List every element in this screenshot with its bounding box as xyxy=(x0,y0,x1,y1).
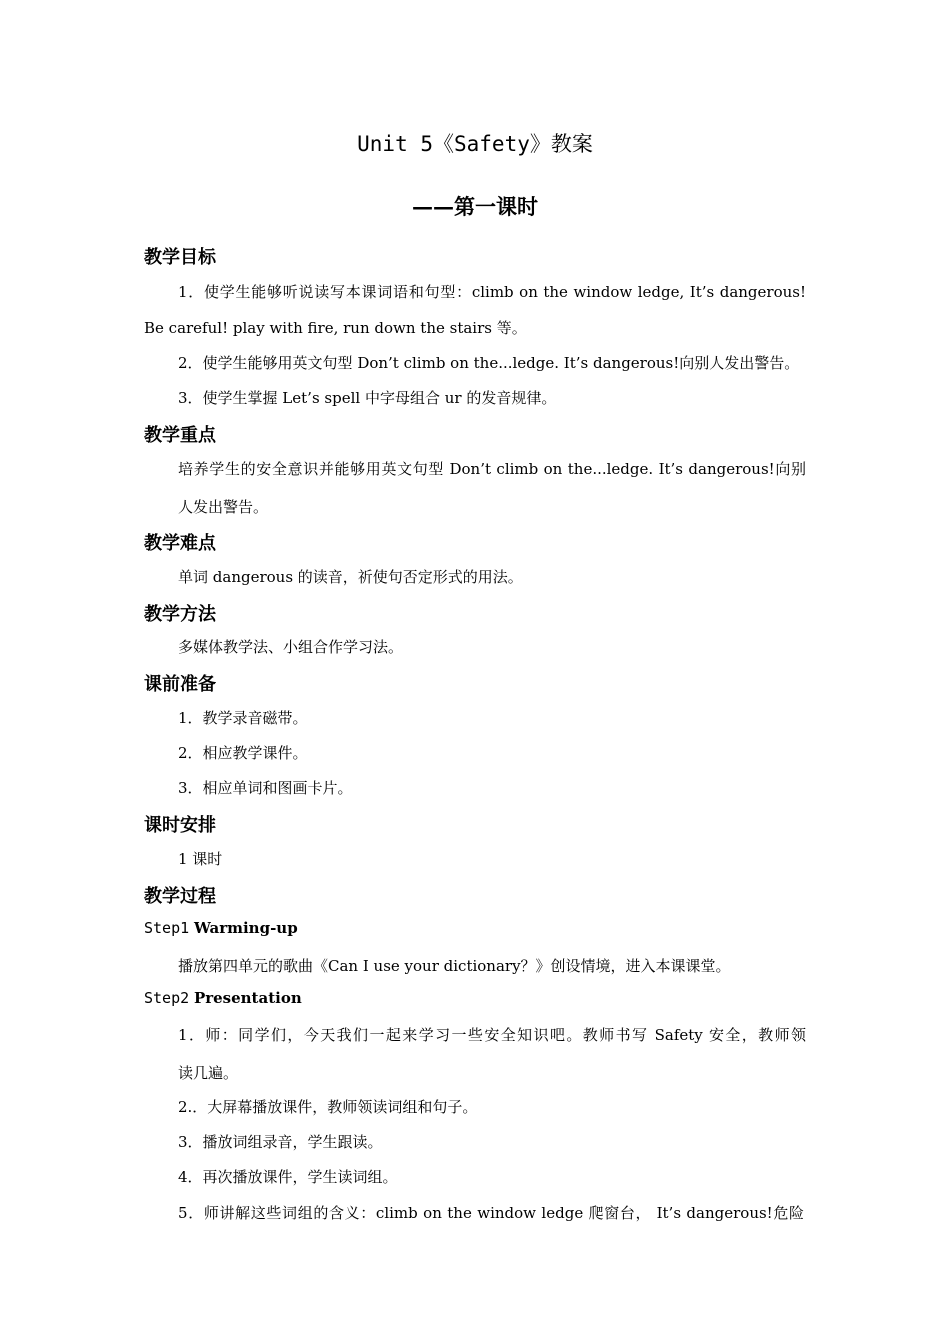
section-heading-process: 教学过程 xyxy=(144,886,216,907)
section-heading-methods: 教学方法 xyxy=(144,604,216,625)
section-heading-difficulties: 教学难点 xyxy=(144,533,216,554)
presentation-item-5: 5．师讲解这些词组的含义：climb on the window ledge 爬窗台， It’s dangerous!危险 xyxy=(178,1204,804,1222)
key-points-line-2: 人发出警告。 xyxy=(178,498,269,516)
objective-item-1-line-1: 1．使学生能够听说读写本课词语和句型：climb on the window ledge, It’s dangerous! xyxy=(178,283,806,301)
step-1-heading xyxy=(144,919,298,937)
section-heading-schedule: 课时安排 xyxy=(144,815,216,836)
schedule-text: 1 课时 xyxy=(178,850,223,868)
step-1-label: Step1 xyxy=(144,919,190,937)
step-2-name: Presentation xyxy=(193,989,302,1007)
section-heading-preparation: 课前准备 xyxy=(144,674,216,695)
presentation-item-1-line-2: 读几遍。 xyxy=(178,1064,239,1082)
page-title: Unit 5《Safety》教案 xyxy=(357,132,593,156)
preparation-item-2: 2．相应教学课件。 xyxy=(178,744,308,762)
step-2-label: Step2 xyxy=(144,989,190,1007)
section-heading-objectives: 教学目标 xyxy=(144,247,216,268)
objective-item-1-line-2: Be careful! play with fire, run down the stairs 等。 xyxy=(144,319,527,337)
presentation-item-3: 3．播放词组录音，学生跟读。 xyxy=(178,1133,383,1151)
page-subtitle: ——第一课时 xyxy=(412,194,538,219)
objective-item-2: 2．使学生能够用英文句型 Don’t climb on the...ledge. It’s dangerous!向别人发出警告。 xyxy=(178,354,800,372)
presentation-item-1-line-1: 1．师：同学们，今天我们一起来学习一些安全知识吧。教师书写 Safety 安全，教师领 xyxy=(178,1026,806,1044)
section-heading-key-points: 教学重点 xyxy=(144,425,216,446)
methods-text: 多媒体教学法、小组合作学习法。 xyxy=(178,638,404,656)
key-points-line-1: 培养学生的安全意识并能够用英文句型 Don’t climb on the...ledge. It’s dangerous!向别 xyxy=(178,460,806,478)
step-1-name: Warming-up xyxy=(193,919,298,937)
step-1-text: 播放第四单元的歌曲《Can I use your dictionary？》创设情境，进入本课课堂。 xyxy=(178,957,731,975)
objective-item-3: 3．使学生掌握 Let’s spell 中字母组合 ur 的发音规律。 xyxy=(178,389,557,407)
presentation-item-4: 4．再次播放课件，学生读词组。 xyxy=(178,1168,398,1186)
preparation-item-3: 3．相应单词和图画卡片。 xyxy=(178,779,353,797)
presentation-item-2: 2.．大屏幕播放课件，教师领读词组和句子。 xyxy=(178,1098,478,1116)
difficulties-text: 单词 dangerous 的读音，祈使句否定形式的用法。 xyxy=(178,568,523,586)
step-2-heading xyxy=(144,989,302,1007)
preparation-item-1: 1．教学录音磁带。 xyxy=(178,709,308,727)
